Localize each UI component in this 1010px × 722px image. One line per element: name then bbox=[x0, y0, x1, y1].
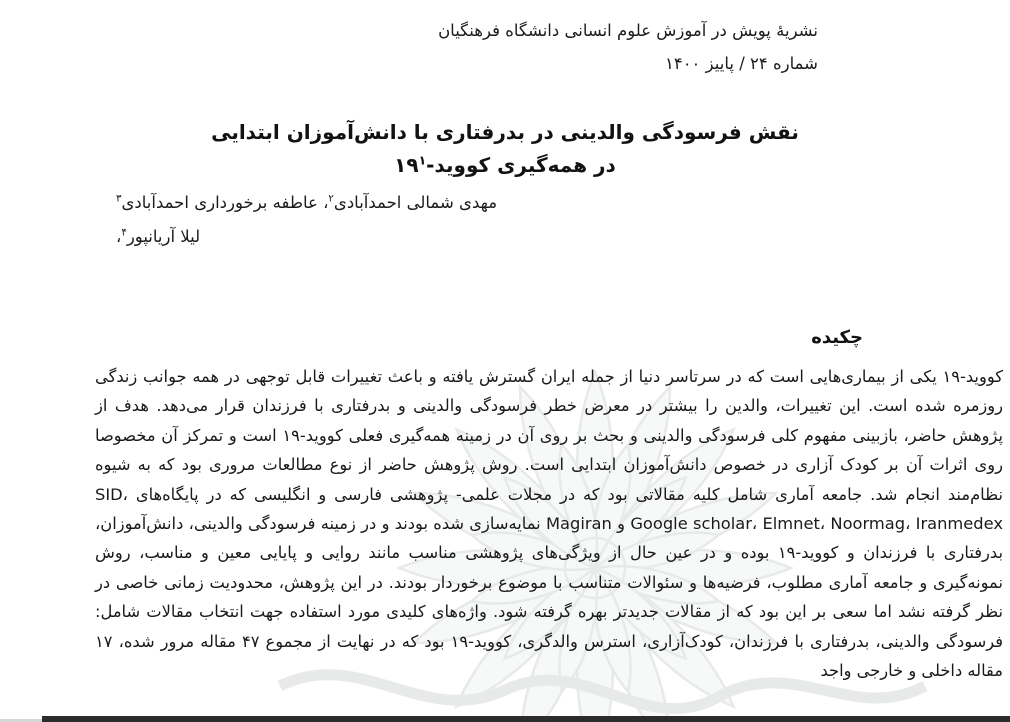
article-title-line1: نقش فرسودگی والدینی در بدرفتاری با دانش‌آموزان ابتدایی bbox=[211, 120, 799, 144]
author-line-2 bbox=[116, 220, 497, 254]
author-name-1: مهدی شمالی احمدآبادی bbox=[333, 193, 498, 212]
author-ref-1: ۲ bbox=[328, 193, 334, 205]
article-title bbox=[0, 116, 1010, 182]
journal-name: نشریۀ پویش در آموزش علوم انسانی دانشگاه فرهنگیان bbox=[438, 21, 818, 40]
title-footnote-ref: ۱ bbox=[418, 152, 427, 168]
author-separator: ، bbox=[317, 193, 329, 212]
author-ref-2: ۳ bbox=[116, 193, 122, 205]
abstract-paragraph: کووید-۱۹ یکی از بیماری‌هایی است که در سرتاسر دنیا از جمله ایران گسترش یافته و باعث تغییرات قابل توجهی در همه جوانب زندگی روزمره شده است. این تغییرات، والدین را بیشتر در معرض خطر فرسودگی والدینی و بدرفتاری با فرزندان قرار می‌دهد. هدف از پژوهش حاضر، بازبینی مفهوم کلی فرسودگی والدینی و بحث بر روی آن در زمینه همه‌گیری فعلی کووید-۱۹ است و تمرکز آن مخصوصا روی اثرات آن بر کودک آزاری در خصوص دانش‌آموزان ابتدایی است. روش پژوهش حاضر از نوع مطالعات مروری بود که به شیوه نظام‌مند انجام شد. جامعه آماری شامل کلیه مقالاتی بود که در مجلات علمی- پژوهشی فارسی و انگلیسی که در پایگاه‌های SID، Google scholar، Elmnet، Noormag، Iranmedex و Magiran نمایه‌سازی شده بودند و در زمینه فرسودگی والدینی، دانش‌آموزان، بدرفتاری با فرزندان و کووید-۱۹ بوده و در عین حال از ویژگی‌های پژوهشی مناسب مانند روایی و پایایی معین و مناسب، روش نمونه‌گیری و جامعه آماری مطلوب، فرضیه‌ها و سئوالات متناسب با موضوع برخوردار بودند. در این پژوهش، محدودیت زمانی خاصی در نظر گرفته نشد اما سعی بر این بود که از مقالات جدیدتر بهره گرفته شود. واژه‌های کلیدی مورد استفاده جهت انتخاب مقالات شامل: فرسودگی والدینی، بدرفتاری با فرزندان، کودک‌آزاری، استرس والدگری، کووید-۱۹ بود که در نهایت از مجموع ۴۷ مقاله مرور شده، ۱۷ مقاله داخلی و خارجی واجد bbox=[95, 367, 1004, 681]
authors-block bbox=[116, 186, 497, 254]
author-name-2: عاطفه برخورداری احمدآبادی bbox=[121, 193, 318, 212]
journal-header bbox=[438, 14, 818, 80]
author-line-1 bbox=[116, 186, 497, 220]
author-name-3: لیلا آریانپور bbox=[126, 227, 201, 246]
journal-issue-info: شماره ۲۴ / پاییز ۱۴۰۰ bbox=[664, 54, 818, 73]
author-trailing-comma: ، bbox=[116, 227, 122, 246]
bottom-cutoff-band bbox=[42, 716, 1010, 722]
abstract-heading: چکیده bbox=[811, 327, 863, 348]
article-title-line2 bbox=[394, 153, 616, 177]
author-ref-3: ۴ bbox=[121, 227, 127, 239]
article-title-line2-text: در همه‌گیری کووید-۱۹ bbox=[394, 153, 616, 177]
